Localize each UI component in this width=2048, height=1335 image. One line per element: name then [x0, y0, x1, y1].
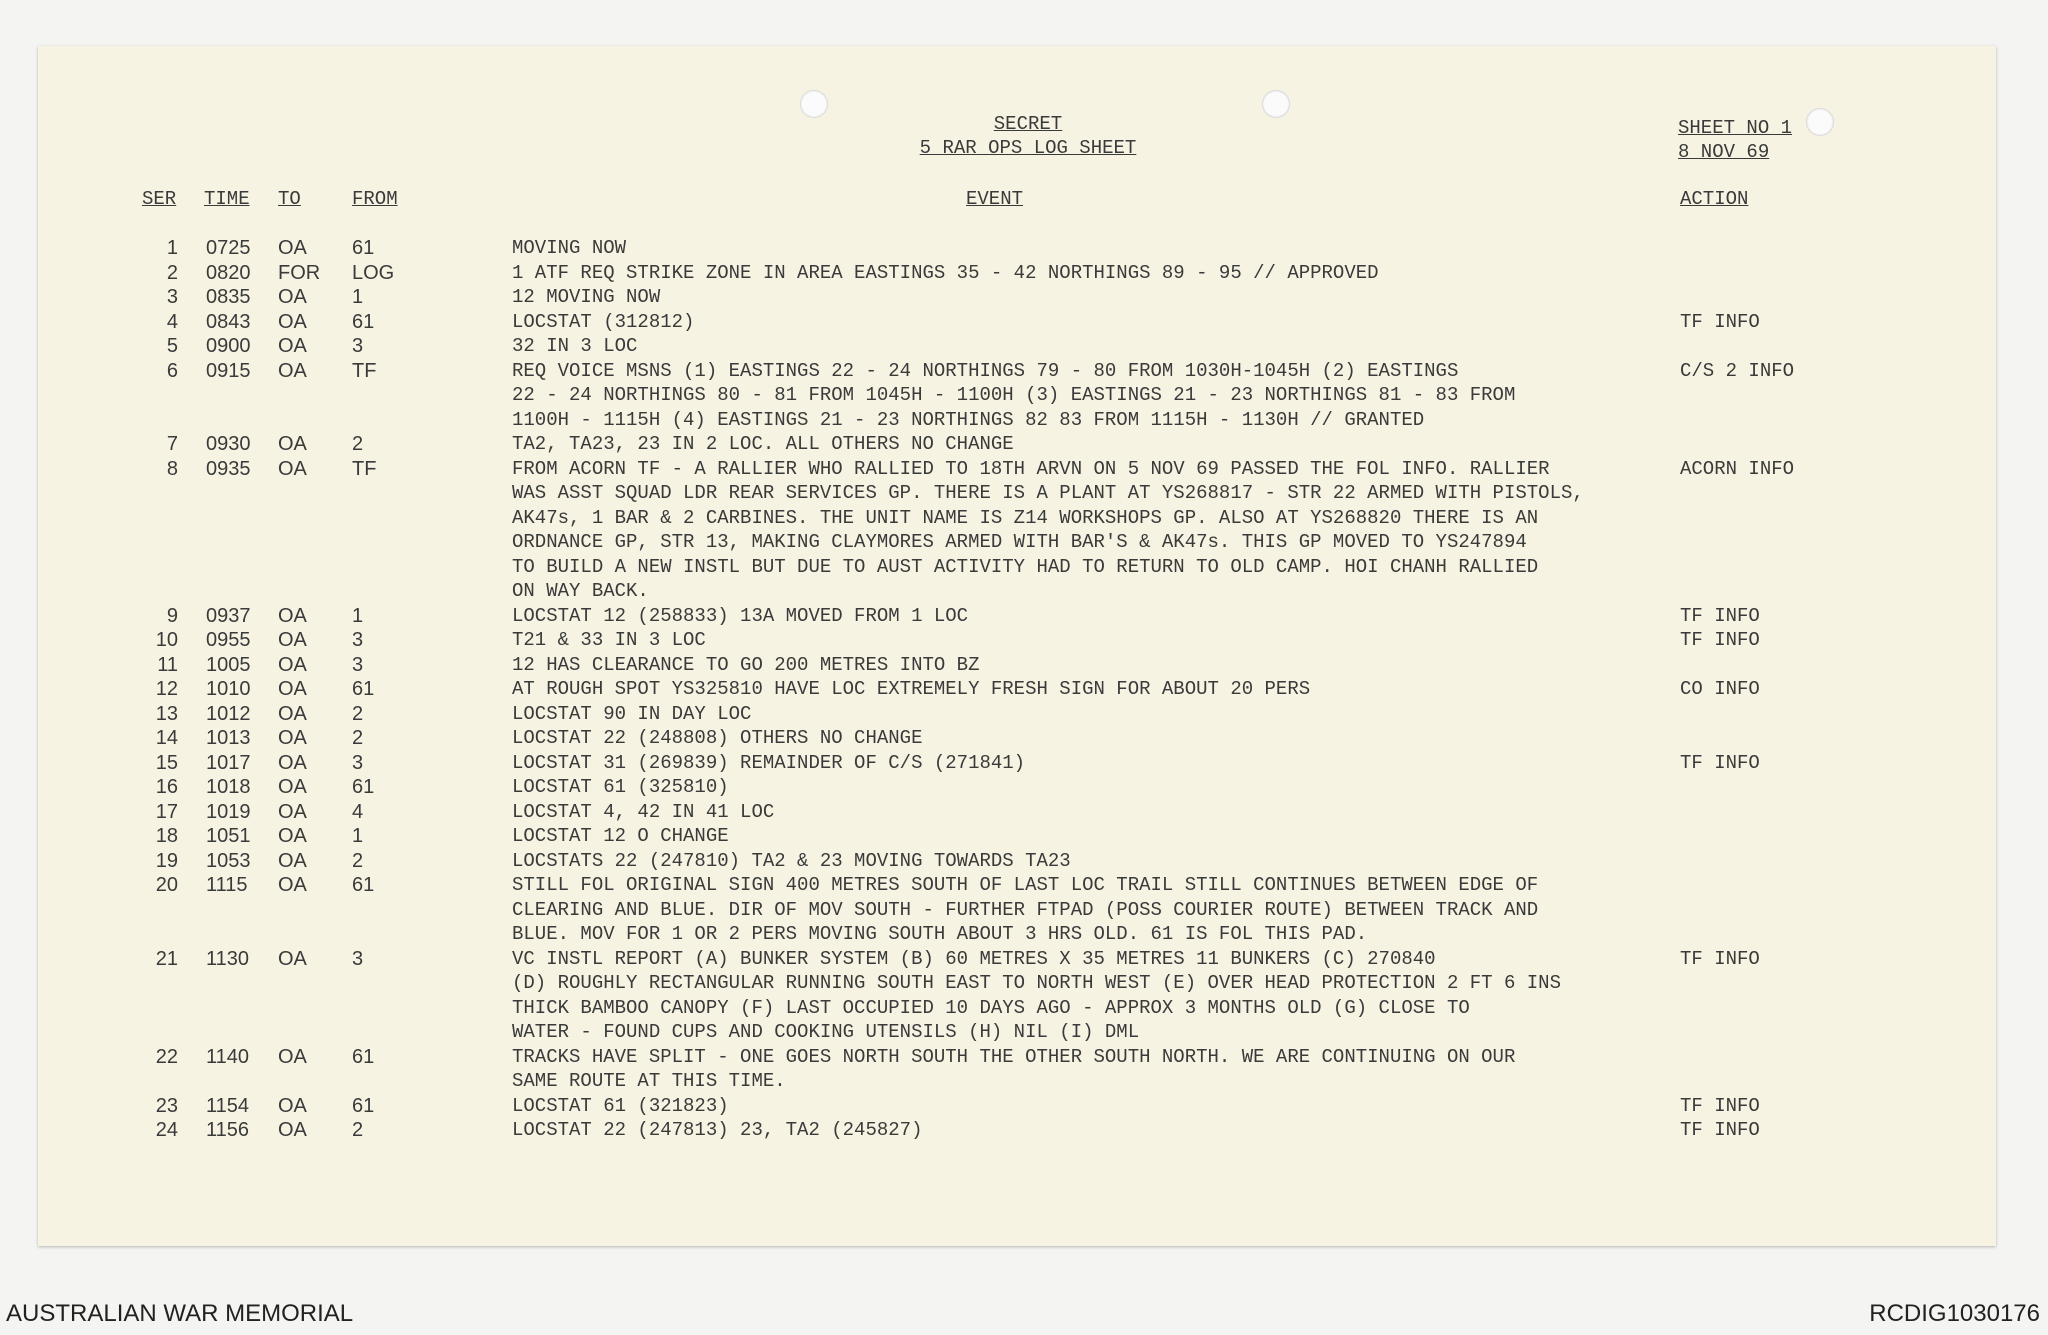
- from-cell: 2: [352, 702, 364, 725]
- action-cell: TF INFO: [1680, 604, 1760, 627]
- event-cell: AT ROUGH SPOT YS325810 HAVE LOC EXTREMELY FRESH SIGN FOR ABOUT 20 PERS: [512, 678, 1311, 700]
- event-cell: LOCSTAT (312812): [512, 310, 695, 333]
- ser-cell: 20: [155, 874, 178, 896]
- sheet-info: [1678, 116, 1792, 164]
- from-cell: 1: [352, 286, 364, 308]
- from-cell: 1: [352, 604, 364, 627]
- event-cell: REQ VOICE MSNS (1) EASTINGS 22 - 24 NORTHINGS 79 - 80 FROM 1030H-1045H (2) EASTINGS 22 - 24 NORTHINGS 80 - 81 FROM 1045H - 1100H (3) EASTINGS 21 - 23 NORTHINGS 81 - 83 FROM 1100H - 1115H (4) EASTINGS 21 - 23 NORTHINGS 82 83 FROM 1115H - 1130H // GRANTED: [512, 359, 1516, 431]
- action-cell: TF INFO: [1680, 1119, 1760, 1141]
- punch-hole: [1262, 90, 1290, 118]
- to-cell: OA: [278, 653, 307, 676]
- from-cell: 61: [352, 874, 375, 896]
- time-cell: 1013: [206, 727, 251, 749]
- from-cell: 61: [352, 237, 375, 259]
- ser-cell: 9: [166, 604, 178, 627]
- ser-cell: 22: [155, 1045, 178, 1068]
- ser-cell: 12: [155, 678, 178, 700]
- footer-source: AUSTRALIAN WAR MEMORIAL: [6, 1300, 354, 1327]
- col-header-time: TIME: [204, 188, 250, 210]
- from-cell: 3: [352, 653, 364, 676]
- col-header-to: TO: [278, 188, 301, 210]
- punch-hole: [1806, 108, 1834, 136]
- sheet-date: 8 NOV 69: [1678, 141, 1770, 163]
- from-cell: 2: [352, 849, 364, 872]
- from-cell: 2: [352, 727, 364, 749]
- event-cell: LOCSTAT 90 IN DAY LOC: [512, 702, 752, 725]
- to-cell: OA: [278, 702, 307, 725]
- time-cell: 0843: [206, 310, 251, 333]
- action-cell: TF INFO: [1680, 629, 1760, 651]
- ser-cell: 15: [155, 751, 178, 774]
- ser-cell: 13: [155, 702, 178, 725]
- from-cell: 2: [352, 433, 364, 455]
- event-cell: VC INSTL REPORT (A) BUNKER SYSTEM (B) 60 METRES X 35 METRES 11 BUNKERS (C) 270840 (D) ROUGHLY RECTANGULAR RUNNING SOUTH EAST TO NORTH WEST (E) OVER HEAD PROTECTION 2 FT 6 INS THICK BAMBOO CANOPY (F) LAST OCCUPIED 10 DAYS AGO - APPROX 3 MONTHS OLD (G) CLOSE TO WATER - FOUND CUPS AND COOKING UTENSILS (H) NIL (I) DML: [512, 947, 1561, 1043]
- to-cell: OA: [278, 727, 307, 749]
- time-cell: 0955: [206, 629, 251, 651]
- time-cell: 1140: [206, 1045, 250, 1068]
- ser-cell: 21: [155, 947, 178, 970]
- ser-cell: 23: [155, 1094, 178, 1117]
- event-cell: T21 & 33 IN 3 LOC: [512, 629, 706, 651]
- from-cell: 61: [352, 678, 375, 700]
- ser-cell: 2: [166, 261, 178, 284]
- action-cell: TF INFO: [1680, 310, 1760, 333]
- event-cell: LOCSTAT 61 (325810): [512, 776, 729, 798]
- event-cell: LOCSTAT 22 (247813) 23, TA2 (245827): [512, 1119, 923, 1141]
- time-cell: 0935: [206, 457, 251, 480]
- to-cell: OA: [278, 237, 307, 259]
- to-cell: OA: [278, 947, 307, 970]
- ser-cell: 18: [155, 825, 178, 847]
- time-cell: 1019: [206, 800, 251, 823]
- ser-cell: 16: [155, 776, 178, 798]
- to-cell: OA: [278, 1094, 307, 1117]
- sheet-header: [878, 112, 1178, 160]
- to-cell: OA: [278, 800, 307, 823]
- footer-id: RCDIG1030176: [1869, 1300, 2040, 1327]
- event-cell: MOVING NOW: [512, 237, 627, 259]
- from-cell: 3: [352, 751, 364, 774]
- to-cell: OA: [278, 335, 307, 357]
- col-header-action: ACTION: [1680, 188, 1749, 210]
- col-header-ser: SER: [142, 188, 177, 210]
- to-cell: OA: [278, 678, 307, 700]
- to-cell: OA: [278, 849, 307, 872]
- from-cell: TF: [352, 457, 377, 480]
- time-cell: 1051: [206, 825, 251, 847]
- from-cell: 61: [352, 310, 375, 333]
- ser-cell: 6: [166, 359, 178, 382]
- time-cell: 0930: [206, 433, 251, 455]
- ser-cell: 4: [166, 310, 178, 333]
- ser-cell: 5: [166, 335, 178, 357]
- to-cell: OA: [278, 874, 307, 896]
- event-cell: 12 MOVING NOW: [512, 286, 661, 308]
- to-cell: OA: [278, 776, 307, 798]
- time-cell: 1156: [206, 1119, 250, 1141]
- from-cell: 3: [352, 629, 364, 651]
- ser-cell: 1: [166, 237, 178, 259]
- event-cell: LOCSTAT 12 O CHANGE: [512, 825, 729, 847]
- event-cell: 1 ATF REQ STRIKE ZONE IN AREA EASTINGS 35 - 42 NORTHINGS 89 - 95 // APPROVED: [512, 261, 1379, 284]
- event-cell: 12 HAS CLEARANCE TO GO 200 METRES INTO BZ: [512, 653, 980, 676]
- from-cell: TF: [352, 359, 377, 382]
- to-cell: OA: [278, 286, 307, 308]
- to-cell: OA: [278, 1045, 307, 1068]
- punch-hole: [800, 90, 828, 118]
- event-cell: FROM ACORN TF - A RALLIER WHO RALLIED TO 18TH ARVN ON 5 NOV 69 PASSED THE FOL INFO. RALLIER WAS ASST SQUAD LDR REAR SERVICES GP. THERE IS A PLANT AT YS268817 - STR 22 ARMED WITH PISTOLS, AK47s, 1 BAR & 2 CARBINES. THE UNIT NAME IS Z14 WORKSHOPS GP. ALSO AT YS268820 THERE IS AN ORDNANCE GP, STR 13, MAKING CLAYMORES ARMED WITH BAR'S & AK47s. THIS GP MOVED TO YS247894 TO BUILD A NEW INSTL BUT DUE TO AUST ACTIVITY HAD TO RETURN TO OLD CAMP. HOI CHANH RALLIED ON WAY BACK.: [512, 457, 1584, 602]
- action-cell: TF INFO: [1680, 751, 1760, 774]
- ser-cell: 8: [166, 457, 178, 480]
- time-cell: 1005: [206, 653, 251, 676]
- time-cell: 0937: [206, 604, 251, 627]
- time-cell: 0725: [206, 237, 251, 259]
- from-cell: 61: [352, 1045, 375, 1068]
- event-cell: LOCSTAT 22 (248808) OTHERS NO CHANGE: [512, 727, 923, 749]
- to-cell: OA: [278, 1119, 307, 1141]
- to-cell: OA: [278, 310, 307, 333]
- action-cell: C/S 2 INFO: [1680, 359, 1795, 382]
- time-cell: 1018: [206, 776, 251, 798]
- from-cell: 4: [352, 800, 364, 823]
- time-cell: 1115: [206, 874, 248, 896]
- event-cell: TRACKS HAVE SPLIT - ONE GOES NORTH SOUTH THE OTHER SOUTH NORTH. WE ARE CONTINUING ON OUR SAME ROUTE AT THIS TIME.: [512, 1045, 1516, 1092]
- time-cell: 0835: [206, 286, 251, 308]
- event-cell: TA2, TA23, 23 IN 2 LOC. ALL OTHERS NO CHANGE: [512, 433, 1014, 455]
- from-cell: 61: [352, 776, 375, 798]
- from-cell: 61: [352, 1094, 375, 1117]
- time-cell: 1130: [206, 947, 250, 970]
- action-cell: ACORN INFO: [1680, 457, 1795, 480]
- event-cell: LOCSTAT 31 (269839) REMAINDER OF C/S (271841): [512, 751, 1026, 774]
- event-cell: STILL FOL ORIGINAL SIGN 400 METRES SOUTH OF LAST LOC TRAIL STILL CONTINUES BETWEEN EDGE OF CLEARING AND BLUE. DIR OF MOV SOUTH - FURTHER FTPAD (POSS COURIER ROUTE) BETWEEN TRACK AND BLUE. MOV FOR 1 OR 2 PERS MOVING SOUTH ABOUT 3 HRS OLD. 61 IS FOL THIS PAD.: [512, 874, 1539, 945]
- ser-cell: 7: [166, 433, 178, 455]
- classification-label: SECRET: [993, 113, 1063, 135]
- ser-cell: 17: [155, 800, 178, 823]
- ser-cell: 3: [166, 286, 178, 308]
- time-cell: 1053: [206, 849, 251, 872]
- time-cell: 0900: [206, 335, 251, 357]
- from-cell: 2: [352, 1119, 364, 1141]
- action-cell: TF INFO: [1680, 1094, 1760, 1117]
- time-cell: 0820: [206, 261, 251, 284]
- event-cell: LOCSTATS 22 (247810) TA2 & 23 MOVING TOWARDS TA23: [512, 849, 1071, 872]
- event-cell: LOCSTAT 12 (258833) 13A MOVED FROM 1 LOC: [512, 604, 969, 627]
- event-cell: LOCSTAT 61 (321823): [512, 1094, 729, 1117]
- ser-cell: 19: [155, 849, 178, 872]
- to-cell: OA: [278, 825, 307, 847]
- ser-cell: 14: [155, 727, 178, 749]
- ser-cell: 10: [155, 629, 178, 651]
- ser-cell: 11: [157, 653, 178, 676]
- col-header-from: FROM: [352, 188, 398, 210]
- from-cell: 3: [352, 947, 364, 970]
- to-cell: OA: [278, 457, 307, 480]
- from-cell: 3: [352, 335, 364, 357]
- time-cell: 1017: [206, 751, 251, 774]
- event-cell: LOCSTAT 4, 42 IN 41 LOC: [512, 800, 775, 823]
- from-cell: 1: [352, 825, 364, 847]
- time-cell: 0915: [206, 359, 251, 382]
- to-cell: OA: [278, 604, 307, 627]
- to-cell: OA: [278, 751, 307, 774]
- time-cell: 1010: [206, 678, 251, 700]
- sheet-title: 5 RAR OPS LOG SHEET: [919, 137, 1137, 159]
- to-cell: OA: [278, 359, 307, 382]
- ser-cell: 24: [155, 1119, 178, 1141]
- from-cell: LOG: [352, 261, 395, 284]
- event-cell: 32 IN 3 LOC: [512, 335, 638, 357]
- col-header-event: EVENT: [966, 188, 1024, 210]
- sheet-number: SHEET NO 1: [1678, 117, 1793, 139]
- to-cell: OA: [278, 433, 307, 455]
- to-cell: OA: [278, 629, 307, 651]
- time-cell: 1012: [206, 702, 251, 725]
- time-cell: 1154: [206, 1094, 250, 1117]
- action-cell: CO INFO: [1680, 678, 1760, 700]
- action-cell: TF INFO: [1680, 947, 1760, 970]
- to-cell: FOR: [278, 261, 321, 284]
- log-sheet-paper: [38, 46, 1996, 1246]
